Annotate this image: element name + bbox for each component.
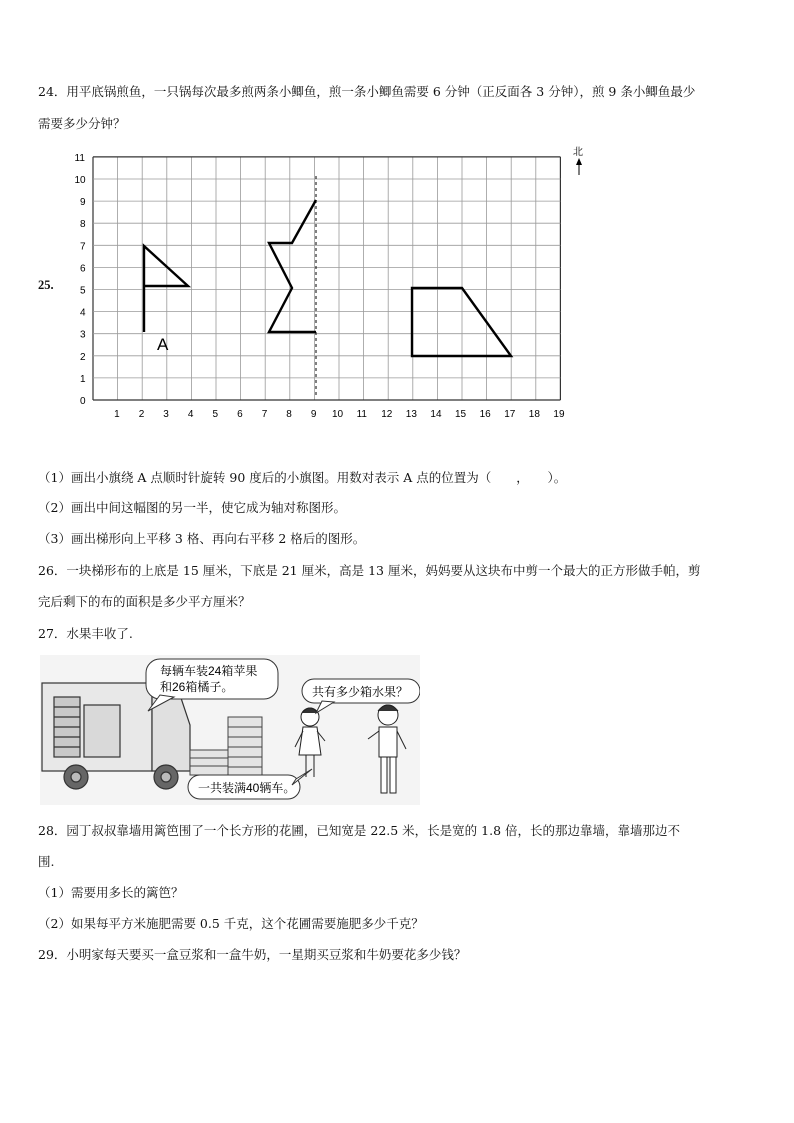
x-tick-label: 1 bbox=[114, 409, 120, 420]
bubble3-text: 一共装满40辆车。 bbox=[198, 781, 296, 795]
x-tick-label: 13 bbox=[405, 409, 417, 420]
bubble1-line2: 和26箱橘子。 bbox=[160, 680, 234, 694]
y-tick-label: 6 bbox=[80, 263, 86, 275]
y-tick-label: 5 bbox=[80, 285, 86, 297]
q25-number: 25. bbox=[38, 278, 54, 292]
y-tick-label: 11 bbox=[74, 152, 85, 164]
flag-shape bbox=[144, 246, 188, 332]
y-tick-label: 0 bbox=[80, 396, 86, 407]
x-tick-label: 9 bbox=[310, 409, 317, 420]
y-tick-label: 8 bbox=[80, 219, 86, 231]
x-tick-label: 5 bbox=[212, 409, 219, 420]
q24-line1: 24．用平底锅煎鱼，一只锅每次最多煎两条小鲫鱼，煎一条小鲫鱼需要 6 分钟（正反面各 3 分钟），煎 9 条小鲫鱼最少 bbox=[38, 84, 696, 99]
q25-sub1: （1）画出小旗绕 A 点顺时针旋转 90 度后的小旗图。用数对表示 A 点的位置为（ ， ）。 bbox=[38, 470, 567, 485]
y-tick-label: 7 bbox=[80, 241, 86, 253]
x-tick-label: 8 bbox=[286, 409, 292, 420]
y-tick-label: 4 bbox=[80, 307, 86, 319]
q26-line2: 完后剩下的布的面积是多少平方厘米？ bbox=[38, 594, 251, 609]
x-tick-label: 11 bbox=[356, 409, 367, 420]
x-tick-label: 19 bbox=[553, 409, 565, 420]
north-arrow-icon bbox=[576, 158, 582, 165]
q24-line2: 需要多少分钟？ bbox=[38, 116, 126, 131]
y-tick-label: 1 bbox=[80, 373, 86, 385]
x-tick-label: 3 bbox=[163, 409, 169, 420]
coordinate-grid-figure bbox=[30, 138, 600, 423]
fruit-harvest-illustration bbox=[40, 655, 420, 805]
y-tick-label: 9 bbox=[80, 197, 86, 209]
q26-line1: 26．一块梯形布的上底是 15 厘米，下底是 21 厘米，高是 13 厘米，妈妈要从这块布中剪一个最大的正方形做手帕，剪 bbox=[38, 563, 701, 578]
x-tick-label: 18 bbox=[528, 409, 540, 420]
y-tick-label: 10 bbox=[74, 175, 86, 186]
trapezoid-shape bbox=[412, 288, 511, 356]
x-tick-label: 12 bbox=[381, 409, 393, 420]
q28-line2: 围. bbox=[38, 854, 55, 869]
q29-line1: 29．小明家每天要买一盒豆浆和一盒牛奶，一星期买豆浆和牛奶要花多少钱？ bbox=[38, 947, 467, 962]
x-tick-label: 10 bbox=[332, 409, 344, 420]
q28-sub1: （1）需要用多长的篱笆？ bbox=[38, 885, 184, 900]
x-tick-label: 14 bbox=[430, 409, 442, 420]
q27-title: 27．水果丰收了. bbox=[38, 626, 133, 641]
y-tick-label: 3 bbox=[80, 329, 86, 341]
bubble2-text: 共有多少箱水果？ bbox=[312, 685, 409, 699]
q28-sub2: （2）如果每平方米施肥需要 0.5 千克，这个花圃需要施肥多少千克？ bbox=[38, 916, 424, 931]
x-tick-label: 17 bbox=[504, 409, 516, 420]
y-tick-label: 2 bbox=[80, 351, 86, 363]
x-tick-label: 6 bbox=[237, 409, 243, 420]
x-tick-label: 7 bbox=[261, 409, 268, 420]
x-tick-label: 2 bbox=[138, 409, 145, 420]
point-a-label: A bbox=[157, 335, 169, 354]
bubble1-line1: 每辆车装24箱苹果 bbox=[160, 664, 258, 678]
q28-line1: 28．园丁叔叔靠墙用篱笆围了一个长方形的花圃，已知宽是 22.5 米，长是宽的 1.8 倍，长的那边靠墙，靠墙那边不 bbox=[38, 823, 681, 838]
grid-shapes bbox=[144, 176, 511, 398]
q25-sub2: （2）画出中间这幅图的另一半，使它成为轴对称图形。 bbox=[38, 500, 346, 515]
illustration-svg bbox=[40, 655, 420, 805]
x-tick-label: 4 bbox=[187, 409, 194, 420]
grid-lines bbox=[93, 157, 560, 400]
half-figure-shape bbox=[269, 200, 316, 332]
north-label: 北 bbox=[573, 147, 583, 158]
x-tick-label: 16 bbox=[479, 409, 491, 420]
grid-svg bbox=[30, 138, 600, 423]
y-axis-labels bbox=[75, 153, 87, 407]
x-axis-labels bbox=[114, 409, 565, 420]
x-tick-label: 15 bbox=[455, 409, 467, 420]
q25-sub3: （3）画出梯形向上平移 3 格、再向右平移 2 格后的图形。 bbox=[38, 531, 366, 546]
